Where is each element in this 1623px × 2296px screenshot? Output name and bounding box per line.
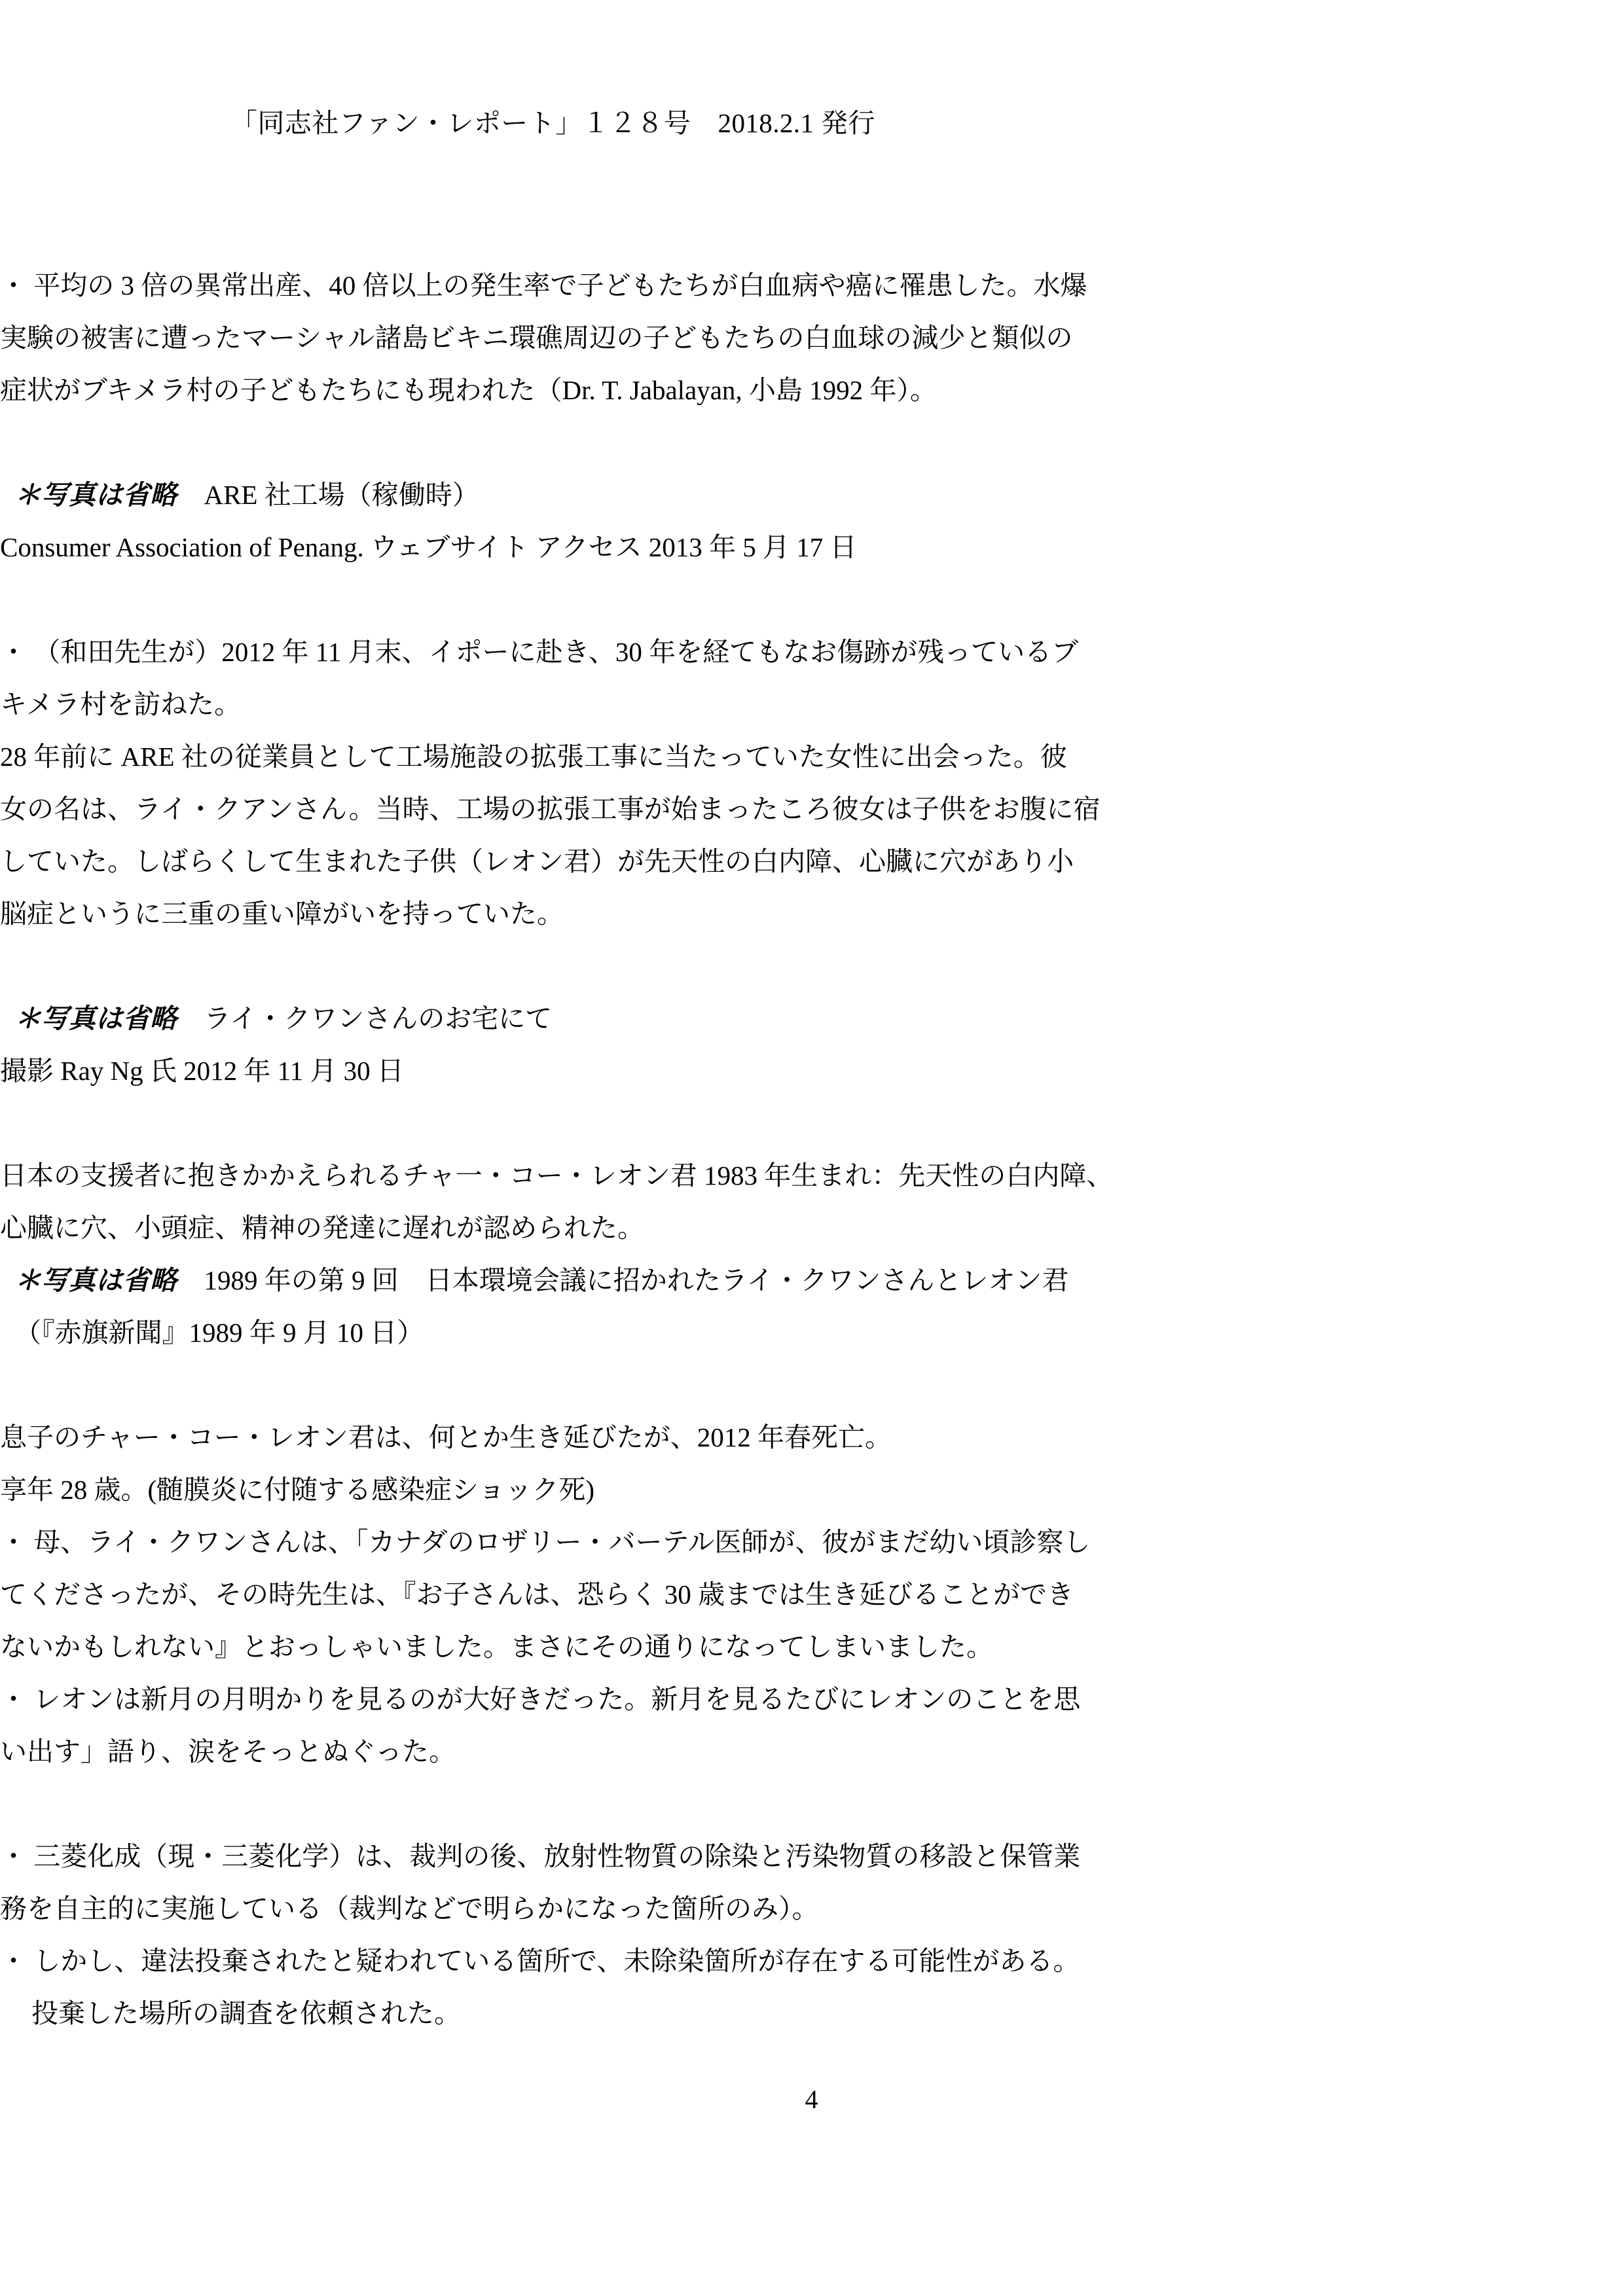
text-line: ・ 平均の 3 倍の異常出産、40 倍以上の発生率で子どもたちが白血病や癌に罹患した。水爆 (0, 270, 1087, 300)
text-line: （『赤旗新聞』1989 年 9 月 10 日） (14, 1318, 424, 1348)
text-line: 28 年前に ARE 社の従業員として工場施設の拡張工事に当たっていた女性に出会った。彼 (0, 742, 1067, 772)
text-line: ・ （和田先生が）2012 年 11 月末、イポーに赴き、30 年を経てもなお傷跡が残っているブ (0, 637, 1079, 667)
text-line: Consumer Association of Penang. ウェブサイト アクセス 2013 年 5 月 17 日 (0, 532, 857, 562)
text-line (14, 992, 1168, 1045)
document-header: 「同志社ファン・レポート」１２８号 2018.2.1 発行 (230, 108, 875, 138)
caption-text: ARE 社工場（稼働時） (204, 480, 479, 510)
text-line: 心臓に穴、小頭症、精神の発達に遅れが認められた。 (0, 1213, 644, 1243)
text-line: 享年 28 歳。(髄膜炎に付随する感染症ショック死) (0, 1475, 594, 1505)
text-line: ないかもしれない』とおっしゃいました。まさにその通りになってしまいました。 (0, 1632, 993, 1662)
text-line: ・ レオンは新月の月明かりを見るのが大好きだった。新月を見るたびにレオンのことを思 (0, 1684, 1081, 1714)
text-line: していた。しばらくして生まれた子供（レオン君）が先天性の白内障、心臓に穴があり小 (0, 846, 1074, 876)
caption-lai-quan-home (0, 992, 1168, 1045)
text-line: ・ 母、ライ・クワンさんは、「カナダのロザリー・バーテル医師が、彼がまだ幼い頃診察し (0, 1527, 1091, 1557)
photo-omitted-mark: ＊写真は省略 (14, 1003, 177, 1033)
paragraph-average-birth-defects (0, 259, 1154, 416)
text-line: 症状がブキメラ村の子どもたちにも現われた（Dr. T. Jabalayan, 小島 1992 年）。 (0, 375, 937, 405)
paragraph-leon-death (0, 1411, 1154, 1516)
text-line: い出す」語り、涙をそっとぬぐった。 (0, 1736, 456, 1767)
text-line: ・ しかし、違法投棄されたと疑われている箇所で、未除染箇所が存在する可能性がある。 (0, 1946, 1080, 1976)
text-line: 実験の被害に遭ったマーシャル諸島ビキニ環礁周辺の子どもたちの白血球の減少と類似の (0, 323, 1073, 353)
page-number: 4 (805, 2085, 818, 2114)
paragraph-illegal-dumping (0, 1935, 1154, 2039)
caption-text: ライ・クワンさんのお宅にて (204, 1003, 553, 1033)
text-line: 日本の支援者に抱きかかえられるチャ一・コー・レオン君 1983 年生まれ：先天性の白内障、 (0, 1160, 1114, 1191)
text-line: キメラ村を訪ねた。 (0, 689, 242, 719)
text-line: てくださったが、その時先生は、『お子さんは、恐らく 30 歳までは生き延びることができ (0, 1579, 1074, 1609)
text-line (14, 469, 1168, 521)
text-line: ・ 三菱化成（現・三菱化学）は、裁判の後、放射性物質の除染と汚染物質の移設と保管業 (0, 1841, 1081, 1871)
paragraph-wada-visit (0, 626, 1154, 730)
paragraph-mother-quote (0, 1516, 1154, 1673)
paragraph-new-moon-memory (0, 1673, 1154, 1778)
photo-credit-ray-ng (0, 1045, 1154, 1097)
paragraph-leon-profile (0, 1149, 1154, 1254)
text-line: 投棄した場所の調査を依頼された。 (31, 1998, 461, 2028)
paragraph-mitsubishi-kasei (0, 1830, 1154, 1935)
caption-are-factory (0, 469, 1168, 521)
paragraph-lai-quan-story (0, 730, 1154, 940)
text-line (14, 1254, 1168, 1306)
photo-omitted-mark: ＊写真は省略 (14, 1265, 177, 1295)
caption-1989-conference (0, 1254, 1168, 1359)
caption-text: 1989 年の第 9 回 日本環境会議に招かれたライ・クワンさんとレオン君 (204, 1265, 1069, 1295)
text-line: 息子のチャー・コー・レオン君は、何とか生き延びたが、2012 年春死亡。 (0, 1422, 892, 1452)
photo-omitted-mark: ＊写真は省略 (14, 480, 177, 510)
source-consumer-association-penang (0, 521, 1154, 573)
text-line: 務を自主的に実施している（裁判などで明らかになった箇所のみ）。 (0, 1893, 819, 1924)
text-line: 女の名は、ライ・クアンさん。当時、工場の拡張工事が始まったころ彼女は子供をお腹に宿 (0, 794, 1101, 824)
text-line: 脳症というに三重の重い障がいを持っていた。 (0, 899, 564, 929)
text-line: 撮影 Ray Ng 氏 2012 年 11 月 30 日 (0, 1056, 404, 1086)
